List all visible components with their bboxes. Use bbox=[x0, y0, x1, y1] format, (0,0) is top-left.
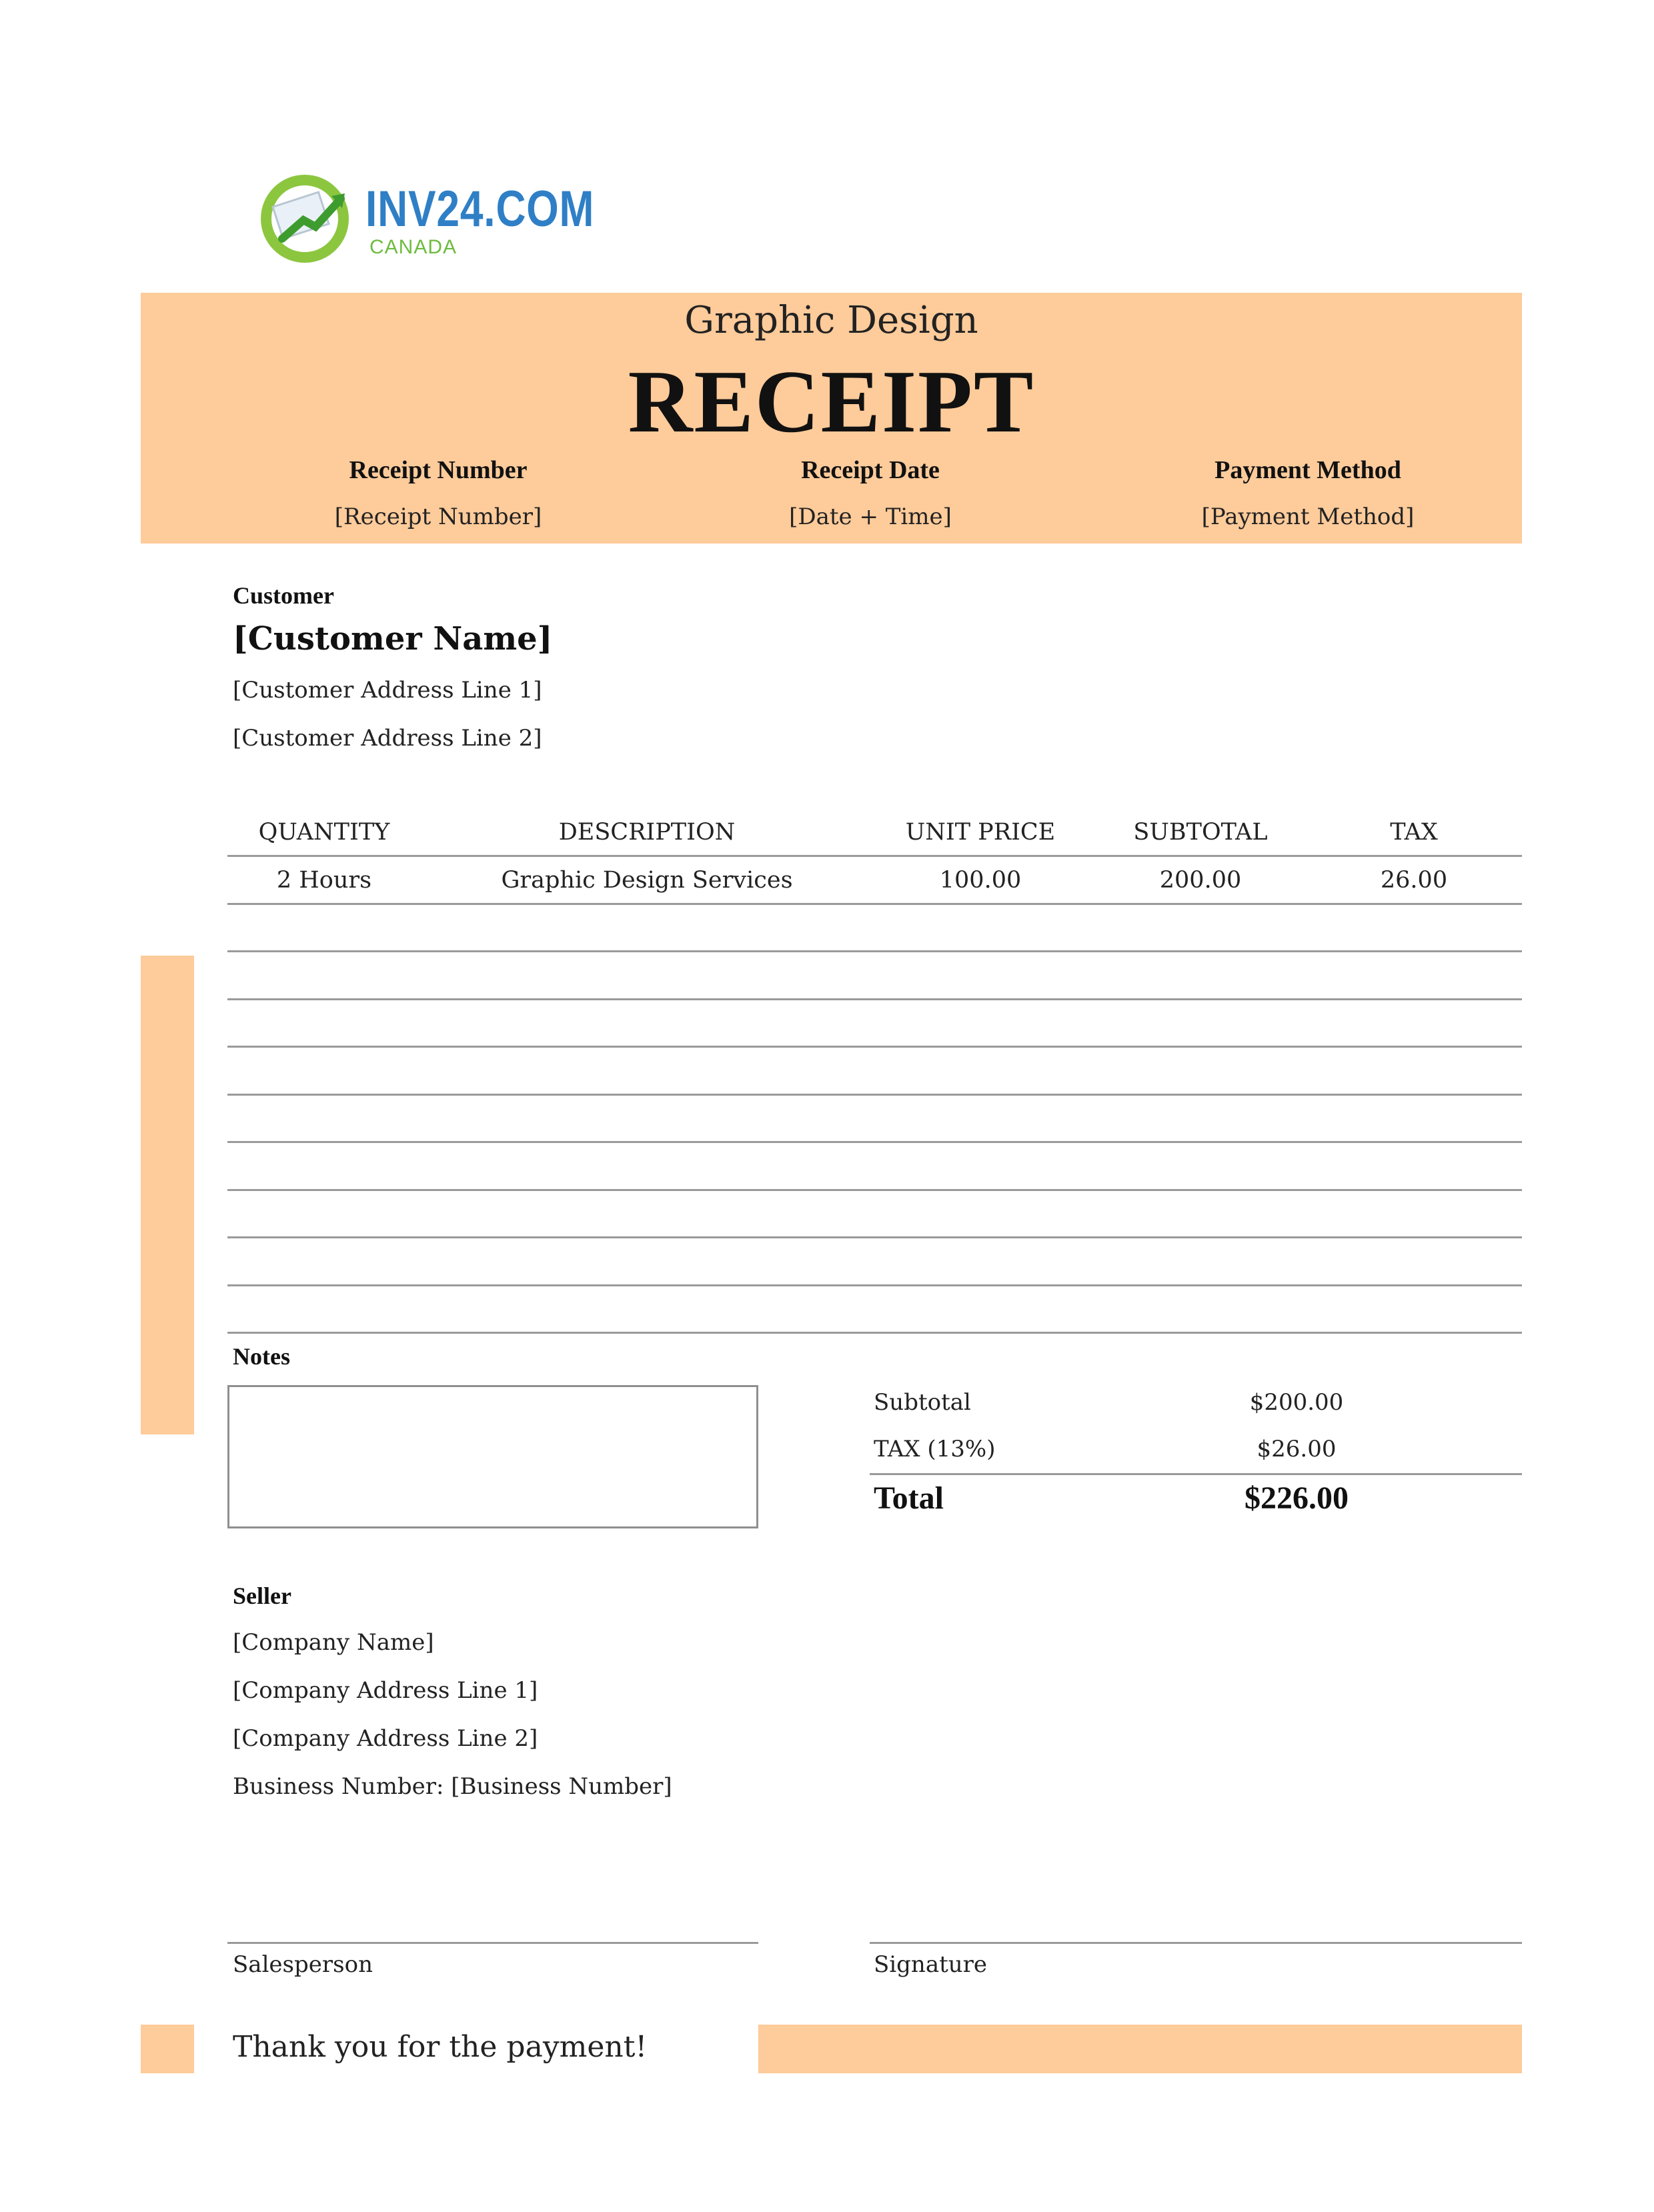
column-header-quantity: QUANTITY bbox=[258, 819, 390, 846]
column-header-unit-price: UNIT PRICE bbox=[905, 819, 1056, 846]
cell-description: Graphic Design Services bbox=[501, 867, 793, 894]
totals-rule bbox=[870, 1473, 1522, 1475]
table-bottom-rule bbox=[227, 1332, 1522, 1334]
logo bbox=[257, 172, 357, 265]
table-row-rule bbox=[227, 1284, 1522, 1286]
customer-address-line-2: [Customer Address Line 2] bbox=[233, 725, 542, 752]
cell-subtotal: 200.00 bbox=[1159, 867, 1242, 894]
table-row-rule bbox=[227, 1236, 1522, 1238]
company-address-line-1: [Company Address Line 1] bbox=[233, 1677, 538, 1704]
cell-tax: 26.00 bbox=[1380, 867, 1448, 894]
tax-label: TAX (13%) bbox=[874, 1436, 996, 1462]
subtotal-label: Subtotal bbox=[874, 1389, 971, 1416]
logo-name: INV24.COM bbox=[365, 181, 595, 237]
document-title: RECEIPT bbox=[628, 352, 1035, 451]
receipt-number-label: Receipt Number bbox=[349, 456, 528, 484]
column-header-description: DESCRIPTION bbox=[558, 819, 736, 846]
table-row-rule bbox=[227, 903, 1522, 905]
cell-unit-price: 100.00 bbox=[939, 867, 1022, 894]
salesperson-label: Salesperson bbox=[233, 1951, 373, 1978]
receipt-number-value: [Receipt Number] bbox=[334, 503, 542, 530]
table-header-rule bbox=[227, 855, 1522, 857]
company-name: [Company Name] bbox=[233, 1629, 434, 1656]
cell-quantity: 2 Hours bbox=[276, 867, 372, 894]
notes-box[interactable] bbox=[227, 1385, 758, 1528]
notes-label: Notes bbox=[233, 1343, 290, 1370]
table-row-rule bbox=[227, 1046, 1522, 1048]
table-row-rule bbox=[227, 950, 1522, 952]
total-value: $226.00 bbox=[1245, 1480, 1349, 1516]
total-label: Total bbox=[874, 1480, 944, 1516]
payment-method-label: Payment Method bbox=[1214, 456, 1401, 484]
table-row-rule bbox=[227, 1141, 1522, 1143]
document-subtitle: Graphic Design bbox=[684, 299, 978, 342]
table-row-rule bbox=[227, 1189, 1522, 1191]
column-header-subtotal: SUBTOTAL bbox=[1133, 819, 1268, 846]
footer-accent-right bbox=[758, 2025, 1522, 2073]
company-address-line-2: [Company Address Line 2] bbox=[233, 1725, 538, 1752]
payment-method-value: [Payment Method] bbox=[1201, 503, 1415, 530]
footer-accent-left bbox=[141, 2025, 194, 2073]
thank-you-message: Thank you for the payment! bbox=[233, 2030, 648, 2064]
customer-address-line-1: [Customer Address Line 1] bbox=[233, 677, 542, 704]
table-row-rule bbox=[227, 1094, 1522, 1096]
seller-label: Seller bbox=[233, 1582, 291, 1609]
receipt-date-value: [Date + Time] bbox=[789, 503, 952, 530]
table-row-rule bbox=[227, 998, 1522, 1000]
accent-side-bar bbox=[141, 956, 194, 1434]
customer-name: [Customer Name] bbox=[233, 620, 553, 658]
column-header-tax: TAX bbox=[1390, 819, 1438, 846]
receipt-date-label: Receipt Date bbox=[801, 456, 940, 484]
business-number: Business Number: [Business Number] bbox=[233, 1773, 672, 1800]
customer-label: Customer bbox=[233, 582, 334, 609]
logo-region: CANADA bbox=[369, 236, 458, 258]
subtotal-value: $200.00 bbox=[1249, 1389, 1344, 1416]
tax-value: $26.00 bbox=[1257, 1436, 1337, 1462]
signature-label: Signature bbox=[874, 1951, 988, 1978]
signature-line bbox=[870, 1942, 1522, 1944]
logo-icon bbox=[257, 172, 357, 265]
salesperson-line bbox=[227, 1942, 758, 1944]
